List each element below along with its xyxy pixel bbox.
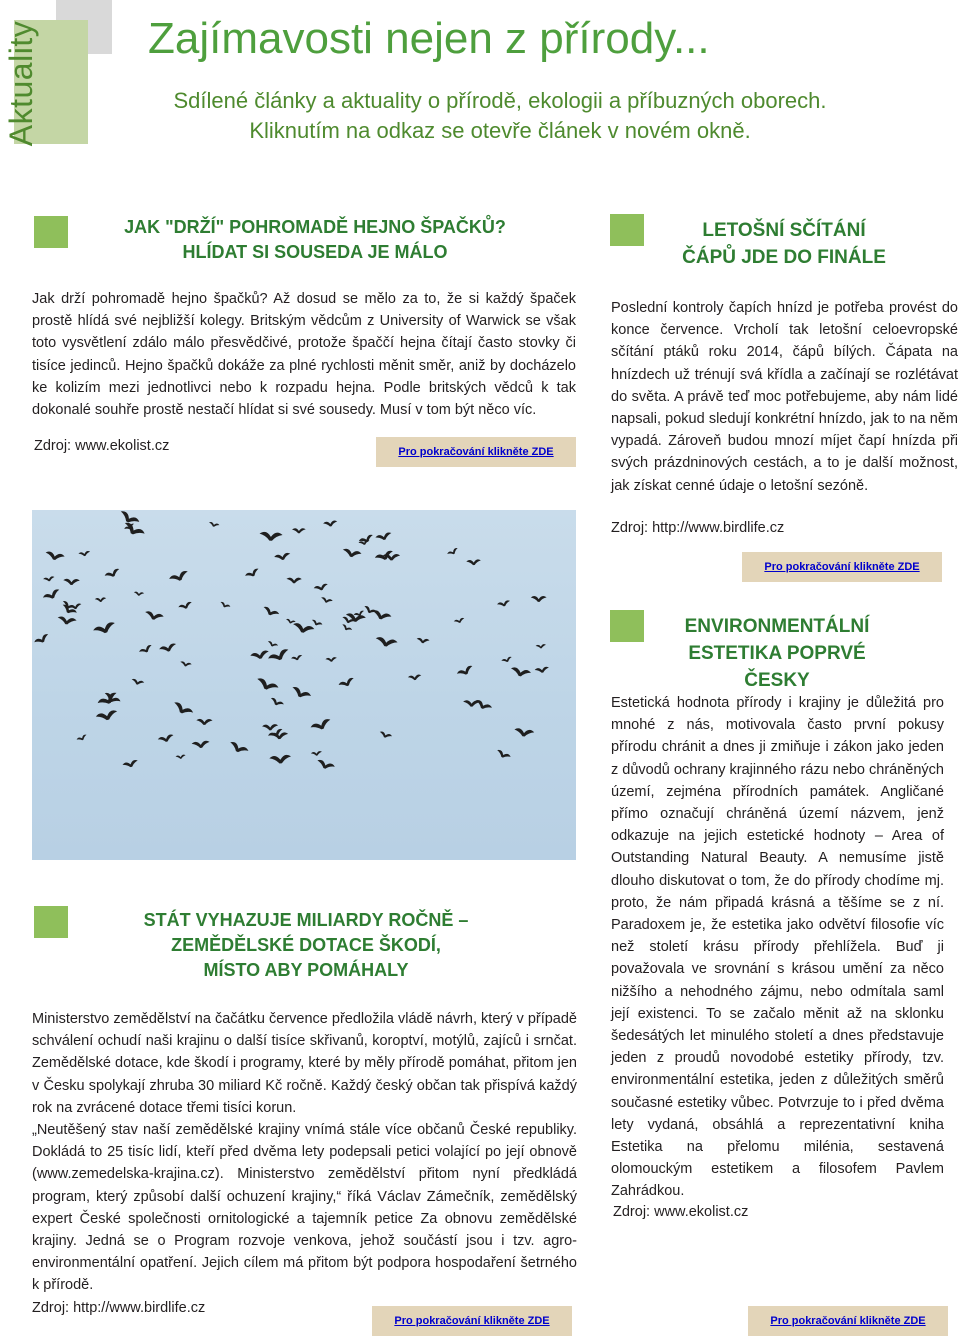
starling-silhouette — [245, 568, 261, 580]
article-paragraph-1: Ministerstvo zemědělství na čačátku července předložila vládě návrh, který v případě schválení ochudí naši krajinu o další tisíce skřivanů, koroptví, motýlů, zajíců i srnčat. Zemědělské dotace, kde škodí i programy, které by měly přírodě pomáhat, přitom jen v Česku spolykají zhruba 30 miliard Kč ročně. Každý český občan tak přispívá každý rok na zvrácené dotace třemi tisíci korun. — [32, 1011, 577, 1116]
starling-silhouette — [313, 583, 328, 592]
starling-silhouette — [408, 674, 422, 681]
starling-silhouette — [63, 579, 80, 586]
starling-silhouette — [267, 648, 291, 664]
article-title-storks: LETOŠNÍ SČÍTÁNÍ ČÁPŮ JDE DO FINÁLE — [682, 220, 886, 268]
starling-silhouette — [269, 697, 284, 708]
starling-silhouette — [131, 678, 145, 686]
subtitle-line-1: Sdílené články a aktuality o přírodě, ekologii a příbuzných oborech. — [173, 88, 827, 113]
starling-silhouette — [311, 619, 323, 628]
starling-silhouette — [375, 636, 398, 648]
starling-silhouette — [95, 709, 118, 722]
starling-silhouette — [474, 699, 493, 712]
starling-silhouette — [501, 656, 513, 664]
starling-silhouette — [341, 624, 353, 633]
starling-silhouette — [267, 640, 279, 648]
starling-silhouette — [466, 559, 481, 566]
starlings-silhouettes — [32, 510, 576, 860]
continue-link-aesthetics[interactable]: Pro pokračování klikněte ZDE — [748, 1306, 948, 1336]
starling-silhouette — [495, 749, 511, 761]
starling-silhouette — [535, 666, 550, 674]
starling-silhouette — [310, 718, 333, 733]
starling-silhouette — [375, 532, 393, 542]
starling-silhouette — [57, 616, 77, 626]
continue-link-starlings[interactable]: Pro pokračování klikněte ZDE — [376, 437, 576, 467]
subtitle-line-2: Kliknutím na odkaz se otevře článek v novém okně. — [249, 118, 751, 143]
starling-silhouette — [510, 667, 532, 679]
starling-silhouette — [535, 644, 546, 649]
article-title-aesthetics: ENVIRONMENTÁLNÍ ESTETIKA POPRVÉ ČESKY — [684, 616, 870, 691]
starling-silhouette — [514, 728, 535, 738]
starling-silhouette — [531, 596, 547, 602]
starling-silhouette — [311, 751, 323, 757]
starling-silhouette — [416, 638, 429, 644]
starling-silhouette — [178, 601, 193, 611]
starling-silhouette — [456, 665, 474, 678]
page-subtitle — [100, 86, 900, 146]
article-title-starlings: JAK "DRŽÍ" POHROMADĚ HEJNO ŠPAČKŮ? HLÍDAT SI SOUSEDA JE MÁLO — [124, 217, 506, 262]
starling-silhouette — [42, 588, 61, 602]
starling-silhouette — [122, 521, 146, 539]
photo-flock-of-starlings — [32, 510, 576, 860]
starling-silhouette — [78, 551, 90, 557]
starling-silhouette — [196, 719, 212, 725]
article-body-subsidies — [32, 1008, 577, 1297]
starling-silhouette — [45, 551, 65, 562]
starling-silhouette — [290, 686, 312, 701]
article-bullet-square — [34, 216, 68, 248]
starling-silhouette — [61, 604, 78, 617]
starling-silhouette — [447, 547, 460, 557]
starling-silhouette — [171, 701, 194, 718]
page-title: Zajímavosti nejen z přírody... — [148, 14, 710, 63]
article-source-subsidies: Zdroj: http://www.birdlife.cz — [32, 1300, 206, 1316]
article-source-starlings: Zdroj: www.ekolist.cz — [34, 438, 170, 454]
starling-silhouette — [363, 605, 378, 616]
article-source-aesthetics: Zdroj: www.ekolist.cz — [613, 1204, 749, 1220]
starling-silhouette — [316, 759, 336, 772]
starling-silhouette — [255, 677, 279, 693]
article-bullet-square — [34, 906, 68, 938]
starling-silhouette — [262, 606, 280, 619]
starling-silhouette — [159, 643, 178, 654]
starling-silhouette — [43, 576, 55, 582]
starling-silhouette — [250, 650, 270, 661]
article-source-storks: Zdroj: http://www.birdlife.cz — [611, 520, 785, 536]
starling-silhouette — [228, 741, 249, 756]
section-label: Aktuality — [3, 20, 40, 146]
starling-silhouette — [497, 600, 511, 608]
starling-silhouette — [323, 520, 338, 527]
starling-silhouette — [144, 610, 164, 621]
starling-silhouette — [292, 528, 306, 533]
article-bullet-square — [610, 610, 644, 642]
starling-silhouette — [358, 534, 374, 545]
starling-silhouette — [180, 661, 192, 668]
starling-silhouette — [325, 657, 337, 663]
starling-silhouette — [274, 552, 291, 561]
starling-silhouette — [454, 617, 466, 624]
continue-link-storks[interactable]: Pro pokračování klikněte ZDE — [742, 552, 942, 582]
starling-silhouette — [93, 621, 117, 636]
starling-silhouette — [175, 754, 186, 759]
starling-silhouette — [291, 654, 303, 661]
starling-silhouette — [95, 597, 107, 602]
starling-silhouette — [342, 548, 362, 559]
article-paragraph-2: „Neutěšený stav naší zemědělské krajiny vnímá stále více občanů České republiky. Dokládá to 25 tisíc lidí, kteří před dvěma lety podepsali petici volající po její obnově (www.zemedelska-krajina.cz). Ministerstvo zemědělství přitom nyní předkládá program, který způsobí další ochuzení krajiny,“ říká Václav Zámečník, zemědělský expert České společnosti ornitologické a tajemník petice Za obnovu zemědělské krajiny. Jedná se o Program rozvoje venkova, jehož součástí jsou i tzv. agro-environmentální opatření. Jejich cílem má přitom být podpora hospodaření šetrného k přírodě. — [32, 1122, 577, 1294]
starling-silhouette — [169, 570, 190, 584]
article-body-starlings: Jak drží pohromadě hejno špačků? Až dosud se mělo za to, že si každý špaček prostě hlídá své nejbližší kolegy. Britským vědcům z University of Warwick se však toto vysvětlení zdálo málo přesvědčivé, protože špaččí hejna čítají často stovky či tisíce jedinců. Hejno špačků dokáže za plné rychlosti měnit směr, aniž by docházelo ke kolizím mezi jednotlivci nebo k rozpadu hejna. Podle britských vědců k tak dokonalé souhře prostě nestačí hlídat si své sousedy. Musí v tom být něco víc. — [32, 291, 576, 419]
starling-silhouette — [379, 731, 393, 740]
starling-silhouette — [292, 622, 315, 635]
starling-silhouette — [122, 759, 139, 769]
starling-silhouette — [320, 597, 333, 605]
starling-silhouette — [138, 644, 153, 655]
starling-silhouette — [286, 578, 301, 584]
starling-silhouette — [191, 740, 210, 749]
starling-silhouette — [259, 532, 282, 542]
starling-silhouette — [34, 633, 51, 646]
starling-silhouette — [104, 568, 121, 580]
article-title-subsidies: STÁT VYHAZUJE MILIARDY ROČNĚ – ZEMĚDĚLSKÉ DOTACE ŠKODÍ, MÍSTO ABY POMÁHALY — [143, 910, 469, 980]
starling-silhouette — [134, 591, 145, 596]
starling-silhouette — [338, 677, 356, 689]
starling-silhouette — [219, 601, 231, 609]
continue-link-subsidies[interactable]: Pro pokračování klikněte ZDE — [372, 1306, 572, 1336]
article-body-storks: Poslední kontroly čapích hnízd je potřeba provést do konce července. Vrcholí tak letošní celoevropské sčítání ptáků roku 2014, čápů bílých. Čápata na hnízdech už trénují svá křídla a začínají se rozlétávat do světa. A právě teď moc potřebujeme, aby nám lidé napsali, pokud sledují konkrétní hnízdo, jak to na něm vypadá. Zároveň budou mnozí míjet čapí hnízda při svých prázdninových cestách, a to je další možnost, jak získat cenné údaje o letošní sezóně. — [611, 300, 958, 494]
starling-silhouette — [374, 550, 394, 563]
starling-silhouette — [157, 734, 174, 744]
article-bullet-square — [610, 214, 644, 246]
starling-silhouette — [262, 724, 278, 731]
article-body-aesthetics: Estetická hodnota přírody i krajiny je důležitá pro mnohé z nás, motivovala často první pokusy přírodu chránit a dnes ji zmiňuje i zákon jako jeden z důvodů ochrany krajinného rázu nebo chráněných území, zejména přírodních památek. Angličané přímo označují chráněná území názvem, jenž odkazuje na jejich estetické hodnoty – Area of Outstanding Natural Beauty. A nemusíme jistě dlouho diskutovat o tom, že do přírody chodíme mj. proto, že nám připadá krásná a těšíme se z ní. Paradoxem je, že estetika jako odvětví filosofie víc než století krásu přírody přehlížela. Buď ji považovala ve srovnání s krásou umění za něco nižšího a nehodného zájmu, nebo odmítala saml její existenci. To se začalo měnit až na sklonku šedesátých let minulého století a dnes představuje jeden z proudů novodobé estetiky přírody, tzv. environmentální estetika, jeden z důležitých směrů současné estetiky vůbec. Potvrzuje to i před dvěma lety vydaná, obsáhlá a reprezentativní kniha Estetika na přelomu milénia, sestavená olomouckým estetikem a filosofem Pavlem Zahrádkou. — [611, 695, 944, 1200]
starling-silhouette — [269, 754, 291, 764]
starling-silhouette — [208, 521, 219, 528]
starling-silhouette — [76, 734, 88, 742]
